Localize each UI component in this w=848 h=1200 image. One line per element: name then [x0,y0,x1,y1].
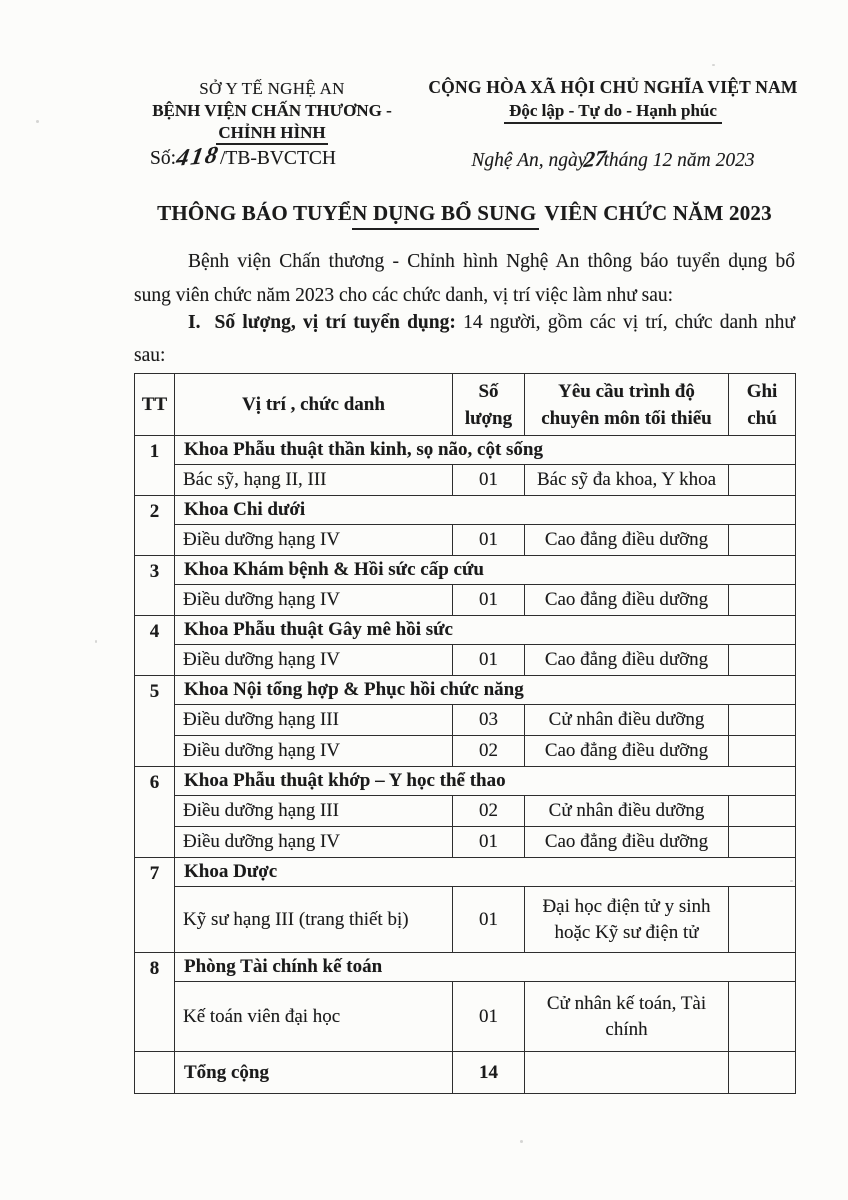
document-title: THÔNG BÁO TUYỂN DỤNG BỔ SUNG VIÊN CHỨC NĂM 2023 [134,201,795,226]
tt-cell [135,1052,175,1094]
department-row [135,436,796,465]
section-number: I. [188,312,201,333]
section-heading: Số lượng, vị trí tuyển dụng: [214,312,456,333]
quantity-cell: 02 [453,796,525,827]
note-cell [729,585,796,616]
requirement-cell: Cao đẳng điều dưỡng [525,525,729,556]
department-cell: Khoa Nội tổng hợp & Phục hồi chức năng [175,676,796,705]
position-row [135,585,796,616]
department-cell: Phòng Tài chính kế toán [175,953,796,982]
position-row [135,796,796,827]
department-cell: Khoa Dược [175,858,796,887]
position-row [135,705,796,736]
position-row [135,736,796,767]
col-header-requirement: Yêu cầu trình độ chuyên môn tối thiểu [525,374,729,436]
note-cell [729,1052,796,1094]
note-cell [729,827,796,858]
col-header-position: Vị trí , chức danh [175,374,453,436]
department-row [135,676,796,705]
quantity-cell: 02 [453,736,525,767]
department-row [135,616,796,645]
requirement-cell [525,1052,729,1094]
position-cell: Điều dưỡng hạng IV [175,585,453,616]
note-cell [729,525,796,556]
position-row [135,827,796,858]
department-cell: Khoa Chi dưới [175,496,796,525]
quantity-cell: 01 [453,525,525,556]
requirement-cell: Cử nhân điều dưỡng [525,796,729,827]
quantity-cell: 01 [453,827,525,858]
handwritten-doc-number: 418 [174,142,222,172]
parent-org-name: SỞ Y TẾ NGHỆ AN [199,79,345,98]
tt-cell: 6 [135,767,175,858]
position-cell: Điều dưỡng hạng IV [175,645,453,676]
department-row [135,556,796,585]
national-title: CỘNG HÒA XÃ HỘI CHỦ NGHĨA VIỆT NAM [428,77,798,97]
position-row [135,645,796,676]
org-name-line2: CHỈNH HÌNH [120,122,424,144]
quantity-cell: 03 [453,705,525,736]
department-cell: Khoa Phẫu thuật Gây mê hồi sức [175,616,796,645]
note-cell [729,465,796,496]
scan-speck [520,1140,523,1143]
col-header-quantity: Số lượng [453,374,525,436]
position-row [135,982,796,1052]
position-row [135,887,796,953]
col-header-tt: TT [135,374,175,436]
department-cell: Khoa Khám bệnh & Hồi sức cấp cứu [175,556,796,585]
position-cell: Điều dưỡng hạng III [175,796,453,827]
tt-cell: 3 [135,556,175,616]
scan-speck [95,640,97,643]
position-cell: Kỹ sư hạng III (trang thiết bị) [175,887,453,953]
position-cell: Điều dưỡng hạng IV [175,827,453,858]
department-cell: Khoa Phẫu thuật khớp – Y học thể thao [175,767,796,796]
recruitment-table [134,373,796,1094]
national-motto: Độc lập - Tự do - Hạnh phúc [426,99,800,123]
position-cell: Điều dưỡng hạng IV [175,525,453,556]
position-cell: Bác sỹ, hạng II, III [175,465,453,496]
total-row [135,1052,796,1094]
place-date-line: Nghệ An, ngày27tháng 12 năm 2023 [471,144,755,173]
requirement-cell: Cao đẳng điều dưỡng [525,736,729,767]
department-row [135,953,796,982]
requirement-cell: Đại học điện tử y sinh hoặc Kỹ sư điện tử [525,887,729,953]
requirement-cell: Cử nhân điều dưỡng [525,705,729,736]
table-header-row [135,374,796,436]
intro-paragraph [134,245,795,313]
total-label-cell: Tổng cộng [175,1052,453,1094]
tt-cell: 1 [135,436,175,496]
note-cell [729,736,796,767]
department-row [135,858,796,887]
quantity-cell: 01 [453,887,525,953]
position-cell: Kế toán viên đại học [175,982,453,1052]
section-1-line1: I. Số lượng, vị trí tuyển dụng: 14 người, gồm các vị trí, chức danh như [188,312,795,333]
position-row [135,465,796,496]
section-1-line2: sau: [134,345,166,366]
tt-cell: 4 [135,616,175,676]
position-cell: Điều dưỡng hạng IV [175,736,453,767]
handwritten-day: 27 [583,144,608,173]
quantity-cell: 01 [453,465,525,496]
requirement-cell: Cao đẳng điều dưỡng [525,645,729,676]
issuing-org-block [120,78,424,144]
national-header-block [426,76,800,123]
requirement-cell: Cử nhân kế toán, Tài chính [525,982,729,1052]
title-underlined-part: N DỤNG BỔ SUNG [352,201,539,230]
quantity-cell: 01 [453,585,525,616]
intro-line2: sung viên chức năm 2023 cho các chức danh, vị trí việc làm như sau: [134,285,674,306]
scan-speck [712,64,715,66]
intro-line1: Bệnh viện Chấn thương - Chỉnh hình Nghệ An thông báo tuyển dụng bổ [188,251,795,272]
tt-cell: 8 [135,953,175,1052]
scan-speck [36,120,39,123]
tt-cell: 5 [135,676,175,767]
requirement-cell: Bác sỹ đa khoa, Y khoa [525,465,729,496]
note-cell [729,887,796,953]
document-number: Số:418/TB-BVCTCH [150,142,336,172]
quantity-cell: 01 [453,645,525,676]
position-row [135,525,796,556]
section-1-heading-block [134,306,795,372]
org-name-line1: BỆNH VIỆN CHẤN THƯƠNG - [152,101,392,120]
note-cell [729,982,796,1052]
note-cell [729,796,796,827]
note-cell [729,645,796,676]
col-header-note: Ghi chú [729,374,796,436]
quantity-cell: 01 [453,982,525,1052]
recruitment-table-wrapper [134,373,796,1094]
department-cell: Khoa Phẫu thuật thần kinh, sọ não, cột sống [175,436,796,465]
requirement-cell: Cao đẳng điều dưỡng [525,827,729,858]
position-cell: Điều dưỡng hạng III [175,705,453,736]
tt-cell: 7 [135,858,175,953]
department-row [135,767,796,796]
note-cell [729,705,796,736]
tt-cell: 2 [135,496,175,556]
total-quantity-cell: 14 [453,1052,525,1094]
department-row [135,496,796,525]
requirement-cell: Cao đẳng điều dưỡng [525,585,729,616]
